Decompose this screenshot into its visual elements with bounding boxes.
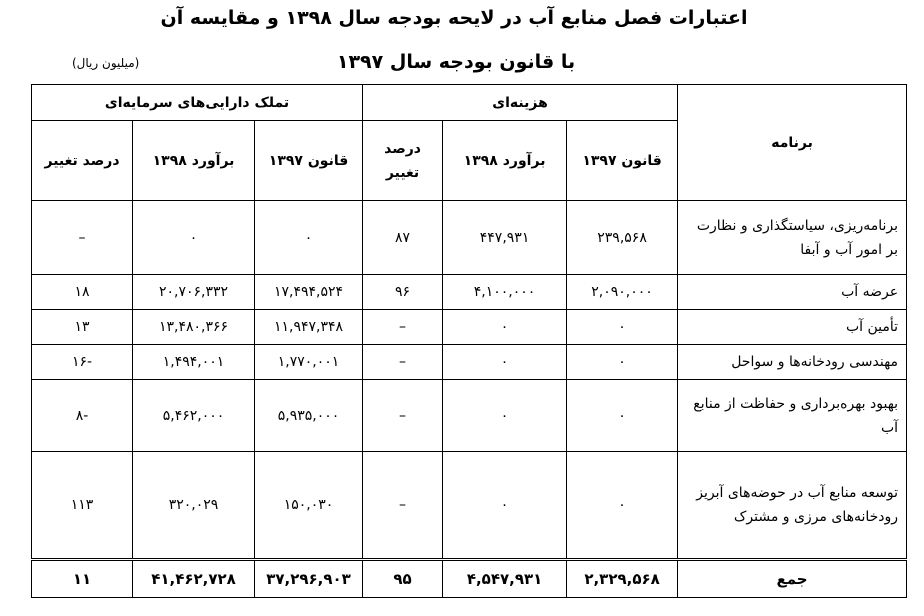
cell-cap-pct: -۸ (32, 380, 133, 452)
cell-cap-law-1397: ۱,۷۷۰,۰۰۱ (255, 345, 363, 380)
header-row-1 (32, 85, 907, 121)
cell-exp-pct: ۹۶ (363, 275, 443, 310)
cell-exp-pct: – (363, 380, 443, 452)
header-exp-est-1398: برآورد ۱۳۹۸ (443, 121, 567, 201)
table-row (32, 201, 907, 275)
cell-exp-law-1397: ۲۳۹,۵۶۸ (567, 201, 678, 275)
header-exp-law-1397: قانون ۱۳۹۷ (567, 121, 678, 201)
cell-exp-est-1398: ۴,۱۰۰,۰۰۰ (443, 275, 567, 310)
cell-cap-pct: ۱۸ (32, 275, 133, 310)
header-capital: تملک دارایی‌های سرمایه‌ای (32, 85, 363, 121)
total-label: جمع (678, 560, 907, 598)
cell-exp-pct: ۸۷ (363, 201, 443, 275)
cell-cap-law-1397: ۱۱,۹۴۷,۳۴۸ (255, 310, 363, 345)
cell-exp-pct: – (363, 310, 443, 345)
cell-exp-est-1398: ۴۴۷,۹۳۱ (443, 201, 567, 275)
cell-exp-law-1397: ۰ (567, 345, 678, 380)
budget-table (31, 84, 907, 598)
cell-cap-pct: – (32, 201, 133, 275)
cell-cap-law-1397: ۱۷,۴۹۴,۵۲۴ (255, 275, 363, 310)
cell-exp-est-1398: ۰ (443, 380, 567, 452)
header-expenses: هزینه‌ای (363, 85, 678, 121)
table-title-line2: با قانون بودجه سال ۱۳۹۷ (336, 51, 576, 73)
total-exp-law-1397: ۲,۳۲۹,۵۶۸ (567, 560, 678, 598)
header-cap-pct: درصد تغییر (32, 121, 133, 201)
cell-exp-est-1398: ۰ (443, 452, 567, 560)
header-exp-pct: درصد تغییر (363, 121, 443, 201)
total-exp-pct: ۹۵ (363, 560, 443, 598)
table-title-line1: اعتبارات فصل منابع آب در لایحه بودجه سال ۱۳۹۸ و مقایسه آن (160, 7, 748, 29)
total-exp-est-1398: ۴,۵۴۷,۹۳۱ (443, 560, 567, 598)
table-row (32, 310, 907, 345)
table-row (32, 345, 907, 380)
table-row (32, 452, 907, 560)
header-program: برنامه (678, 85, 907, 201)
total-cap-est-1398: ۴۱,۴۶۲,۷۲۸ (133, 560, 255, 598)
row-program: توسعه منابع آب در حوضه‌های آبریز رودخانه‌های مرزی و مشترک (678, 452, 907, 560)
header-cap-law-1397: قانون ۱۳۹۷ (255, 121, 363, 201)
unit-note: (میلیون ریال) (72, 56, 140, 70)
cell-cap-pct: ۱۱۳ (32, 452, 133, 560)
cell-cap-law-1397: ۱۵۰,۰۳۰ (255, 452, 363, 560)
total-row (32, 560, 907, 598)
cell-exp-est-1398: ۰ (443, 345, 567, 380)
cell-cap-law-1397: ۵,۹۳۵,۰۰۰ (255, 380, 363, 452)
total-cap-pct: ۱۱ (32, 560, 133, 598)
total-cap-law-1397: ۳۷,۲۹۶,۹۰۳ (255, 560, 363, 598)
cell-exp-law-1397: ۰ (567, 310, 678, 345)
table-row (32, 275, 907, 310)
table-row (32, 380, 907, 452)
cell-cap-est-1398: ۲۰,۷۰۶,۳۳۲ (133, 275, 255, 310)
row-program: مهندسی رودخانه‌ها و سواحل (678, 345, 907, 380)
cell-exp-pct: – (363, 345, 443, 380)
cell-cap-est-1398: ۱۳,۴۸۰,۳۶۶ (133, 310, 255, 345)
cell-exp-pct: – (363, 452, 443, 560)
cell-cap-est-1398: ۳۲۰,۰۲۹ (133, 452, 255, 560)
cell-exp-law-1397: ۲,۰۹۰,۰۰۰ (567, 275, 678, 310)
cell-exp-est-1398: ۰ (443, 310, 567, 345)
cell-cap-law-1397: ۰ (255, 201, 363, 275)
cell-cap-pct: ۱۳ (32, 310, 133, 345)
row-program: برنامه‌ریزی، سیاستگذاری و نظارت بر امور آب و آبفا (678, 201, 907, 275)
row-program: بهبود بهره‌برداری و حفاظت از منابع آب (678, 380, 907, 452)
cell-cap-est-1398: ۱,۴۹۴,۰۰۱ (133, 345, 255, 380)
row-program: تأمین آب (678, 310, 907, 345)
row-program: عرضه آب (678, 275, 907, 310)
header-cap-est-1398: برآورد ۱۳۹۸ (133, 121, 255, 201)
cell-cap-pct: -۱۶ (32, 345, 133, 380)
cell-exp-law-1397: ۰ (567, 380, 678, 452)
cell-cap-est-1398: ۰ (133, 201, 255, 275)
cell-exp-law-1397: ۰ (567, 452, 678, 560)
cell-cap-est-1398: ۵,۴۶۲,۰۰۰ (133, 380, 255, 452)
